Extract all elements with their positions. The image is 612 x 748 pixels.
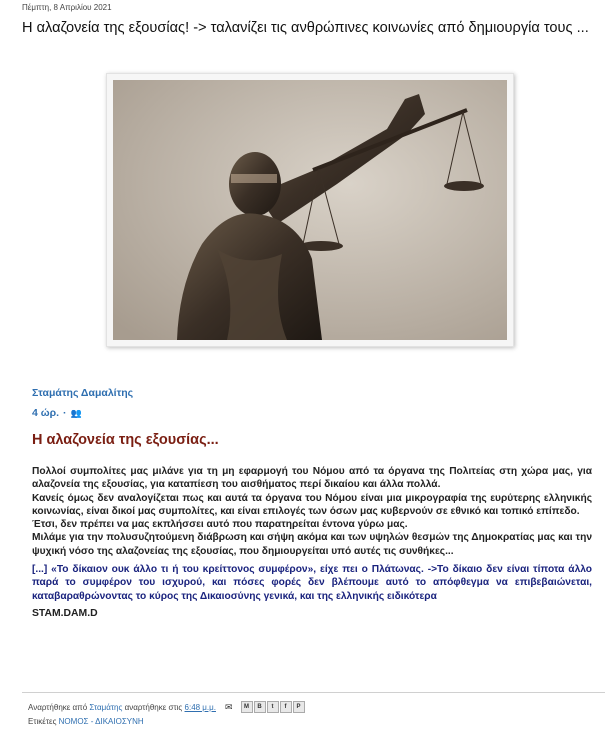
paragraph: Κανείς όμως δεν αναλογίζεται πως και αυτά τα όργανα του Νόμου είναι μια μικρογραφία της ευρύτερης ελληνικής κοινωνίας, είναι δικοί μας συμπολίτες, και είναι επιλογές των όσων μας κυβερνούν σε εθνικό και τοπικό επίπεδο. <box>32 492 592 517</box>
post-author[interactable]: Σταμάτης Δαμαλίτης <box>32 387 134 399</box>
paragraph: Πολλοί συμπολίτες μας μιλάνε για τη μη εφαρμογή του Νόμου από τα όργανα της Πολιτείας στη χώρα μας, για αλαζονεία της εξουσίας, για καταπίεση του αισθήματος περί δικαίου και άλλα πολλά. <box>32 466 592 491</box>
plato-quote: [...] «Το δίκαιον ουκ άλλο τι ή του κρείττονος συμφέρον», είχε πει ο Πλάτωνας. ->Το δίκαιο δεν είναι τίποτα άλλο παρά το συμφέρον του ισχυρού, και πόσες φορές δεν βλέπουμε αυτό το απόφθεγμα να επιβεβαιώνεται, καταβαραθρώνοντας το κύρος της Δικαιοσύνης γενικά, και της ελληνικής ειδικότερα <box>32 564 592 602</box>
share-pinterest-button[interactable]: P <box>293 701 305 713</box>
justice-statue-image <box>106 73 514 347</box>
share-buttons <box>241 701 305 713</box>
posted-at-link[interactable]: 6:48 μ.μ. <box>184 702 216 712</box>
share-blogger-button[interactable]: B <box>254 701 266 713</box>
signature: STAM.DAM.D <box>32 607 98 619</box>
footer-divider <box>22 692 605 693</box>
posted-by-prefix: Αναρτήθηκε από <box>28 702 88 712</box>
lady-justice-illustration <box>107 74 513 346</box>
post-date: Πέμπτη, 8 Απριλίου 2021 <box>22 3 112 12</box>
blindfold <box>231 174 277 183</box>
share-facebook-button[interactable]: f <box>280 701 292 713</box>
post-labels <box>28 717 144 726</box>
posted-at-prefix: αναρτήθηκε στις <box>124 702 183 712</box>
post-title[interactable]: Η αλαζονεία της εξουσίας! -> ταλανίζει τις ανθρώπινες κοινωνίες από δημιουργία τους ... <box>22 20 589 36</box>
share-email-button[interactable]: M <box>241 701 253 713</box>
paragraph: Μιλάμε για την πολυσυζητούμενη διάβρωση και σήψη ακόμα και των υψηλών θεσμών της Δημοκρατίας μας και την ψυχική νόσο της αλαζονείας της εξουσίας, που δημιουργείται υπό αυτές τις συνθήκες... <box>32 532 592 557</box>
meta-separator: · <box>63 407 67 419</box>
audience-icon: 👥 <box>70 407 82 418</box>
paragraph: Έτσι, δεν πρέπει να μας εκπλήσσει αυτό που παρατηρείται έντονα γύρω μας. <box>32 519 408 531</box>
labels-prefix: Ετικέτες <box>28 717 57 726</box>
article-body <box>32 465 592 620</box>
share-twitter-button[interactable]: t <box>267 701 279 713</box>
post-time-ago[interactable]: 4 ώρ. <box>32 407 60 419</box>
email-post-icon[interactable]: ✉ <box>224 701 233 712</box>
post-meta <box>32 407 82 419</box>
posted-by-link[interactable]: Σταμάτης <box>89 702 123 712</box>
post-footer <box>28 701 305 713</box>
article-heading: Η αλαζονεία της εξουσίας... <box>32 432 219 448</box>
label-link[interactable]: ΝΟΜΟΣ - ΔΙΚΑΙΟΣΥΝΗ <box>58 717 144 726</box>
